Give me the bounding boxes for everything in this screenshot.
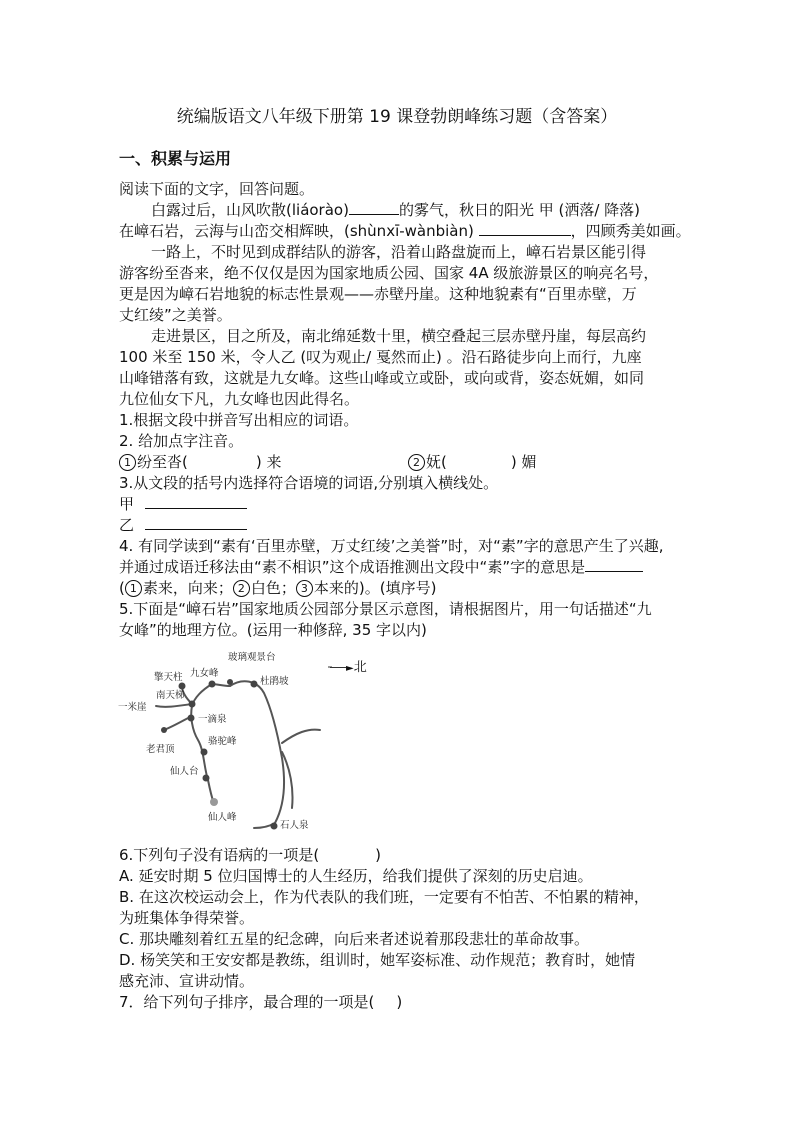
node-shiren bbox=[271, 823, 278, 830]
label-luotuo: 骆驼峰 bbox=[208, 736, 237, 747]
paragraph-2-line-3: 更是因为嶂石岩地貌的标志性景观——赤壁丹崖。这种地貌素有“百里赤壁，万 bbox=[119, 285, 637, 303]
option-b-line-1: B. 在这次校运动会上，作为代表队的我们班，一定要有不怕苦、不怕累的精神， bbox=[119, 888, 649, 906]
label-xianrenfeng: 仙人峰 bbox=[208, 812, 237, 823]
label-xianrentai: 仙人台 bbox=[170, 766, 199, 777]
reading-intro: 阅读下面的文字，回答问题。 bbox=[119, 180, 315, 198]
question-7: 7．给下列句子排序，最合理的一项是( ) bbox=[119, 993, 403, 1011]
paragraph-2-line-4: 丈红绫”之美誉。 bbox=[119, 306, 232, 324]
node-jiunv bbox=[209, 681, 216, 688]
circled-number-3: 3 bbox=[296, 580, 313, 597]
label-glass: 玻璃观景台 bbox=[228, 652, 276, 663]
question-6: 6.下列句子没有语病的一项是( ) bbox=[119, 846, 382, 864]
question-3: 3.从文段的括号内选择符合语境的词语,分别填入横线处。 bbox=[119, 474, 499, 492]
label-yidi: 一滴泉 bbox=[198, 714, 227, 725]
node-xianrenfeng bbox=[210, 798, 218, 806]
north-indicator: ►北 bbox=[330, 657, 367, 679]
paragraph-2-line-1: 一路上，不时见到成群结队的游客，沿着山路盘旋而上，嶂石岩景区能引得 bbox=[151, 243, 647, 261]
option-d-line-1: D. 杨笑笑和王安安都是教练，组训时，她军姿标准、动作规范；教育时，她情 bbox=[119, 951, 636, 969]
answer-line-jia: 甲 bbox=[119, 494, 247, 515]
north-arrowhead-icon: ► bbox=[346, 663, 354, 674]
question-2: 2. 给加点字注音。 bbox=[119, 432, 244, 450]
question-2-item-b: 2 妩( ) 媚 bbox=[408, 452, 536, 473]
loop-road-east bbox=[230, 681, 284, 823]
paragraph-1-line-1: 白露过后，山风吹散(liáorào) 的雾气，秋日的阳光 甲 (洒落/ 降落) bbox=[151, 201, 641, 219]
answer-line-yi: 乙 bbox=[119, 515, 247, 536]
question-5-line-1: 5.下面是“嶂石岩”国家地质公园部分景区示意图，请根据图片，用一句话描述“九 bbox=[119, 600, 652, 618]
blank-liaorao[interactable] bbox=[349, 200, 399, 215]
node-qingtian bbox=[179, 683, 186, 690]
question-4-line-2: 并通过成语迁移法由“素不相识”这个成语推测出文段中“素”字的意思是 bbox=[119, 557, 643, 578]
blank-shunxiwanbian[interactable] bbox=[479, 221, 571, 236]
node-glass bbox=[227, 679, 233, 685]
paragraph-3-line-3: 山峰错落有致，这就是九女峰。这些山峰或立或卧，或向或背，姿态妩媚，如同 bbox=[119, 369, 645, 387]
circled-number-1: 1 bbox=[125, 580, 142, 597]
question-4-line-3: ( 1 素来，向来； 2 白色； 3 本来的)。(填序号) bbox=[119, 579, 437, 597]
label-shiren: 石人泉 bbox=[280, 820, 309, 831]
blank-su-meaning[interactable] bbox=[585, 557, 643, 572]
label-qingtian: 擎天柱 bbox=[154, 672, 183, 683]
paragraph-3-line-1: 走进景区，目之所及，南北绵延数十里，横空叠起三层赤壁丹崖，每层高约 bbox=[151, 327, 647, 345]
question-4-line-1: 4. 有同学读到“素有‘百里赤壁，万丈红绫’之美誉”时，对“素”字的意思产生了兴趣, bbox=[119, 537, 664, 555]
label-dujuan: 杜鹃坡 bbox=[260, 676, 289, 687]
section-heading: 一、积累与运用 bbox=[119, 149, 232, 168]
question-2-item-a: 1 纷至沓( ) 来 bbox=[119, 452, 281, 473]
branch-west bbox=[156, 704, 192, 707]
page-title: 统编版语文八年级下册第 19 课登勃朗峰练习题（含答案） bbox=[176, 107, 618, 127]
label-jiunv: 九女峰 bbox=[190, 668, 219, 679]
option-b-line-2: 为班集体争得荣誉。 bbox=[119, 909, 255, 927]
node-nantian bbox=[189, 701, 196, 708]
paragraph-3-line-2: 100 米至 150 米，令人乙 (叹为观止/ 戛然而止) 。沿石路徒步向上而行，九座 bbox=[119, 348, 642, 366]
node-yidi bbox=[188, 715, 195, 722]
circled-number-2: 2 bbox=[233, 580, 250, 597]
north-arrow-icon bbox=[330, 667, 346, 668]
node-dujuan bbox=[251, 681, 258, 688]
paragraph-2-line-2: 游客纷至沓来，绝不仅仅是因为国家地质公园、国家 4A 级旅游景区的响亮名号， bbox=[119, 264, 659, 282]
label-yimi: 一米崖 bbox=[118, 702, 147, 713]
circled-number-1: 1 bbox=[119, 454, 136, 471]
blank-jia[interactable] bbox=[145, 494, 247, 509]
branch-east bbox=[282, 730, 320, 743]
option-a: A. 延安时期 5 位归国博士的人生经历，给我们提供了深刻的历史启迪。 bbox=[119, 867, 593, 885]
scenic-area-map bbox=[112, 648, 332, 840]
blank-yi[interactable] bbox=[145, 515, 247, 530]
node-xianrentai bbox=[203, 775, 210, 782]
label-laojun: 老君顶 bbox=[146, 744, 175, 755]
node-luotuo bbox=[201, 749, 208, 756]
option-c: C. 那块雕刻着红五星的纪念碑，向后来者述说着那段悲壮的革命故事。 bbox=[119, 930, 590, 948]
paragraph-1-line-2: 在嶂石岩，云海与山峦交相辉映，(shùnxī-wànbiàn) ，四顾秀美如画。 bbox=[119, 222, 691, 240]
circled-number-2: 2 bbox=[408, 454, 425, 471]
question-1: 1.根据文段中拼音写出相应的词语。 bbox=[119, 411, 359, 429]
paragraph-3-line-4: 九位仙女下凡，九女峰也因此得名。 bbox=[119, 390, 360, 408]
option-d-line-2: 感充沛、宣讲动情。 bbox=[119, 972, 255, 990]
question-5-line-2: 女峰”的地理方位。(运用一种修辞, 35 字以内) bbox=[119, 621, 427, 639]
node-yimi bbox=[161, 727, 167, 733]
label-nantian: 南天梯 bbox=[156, 690, 185, 701]
